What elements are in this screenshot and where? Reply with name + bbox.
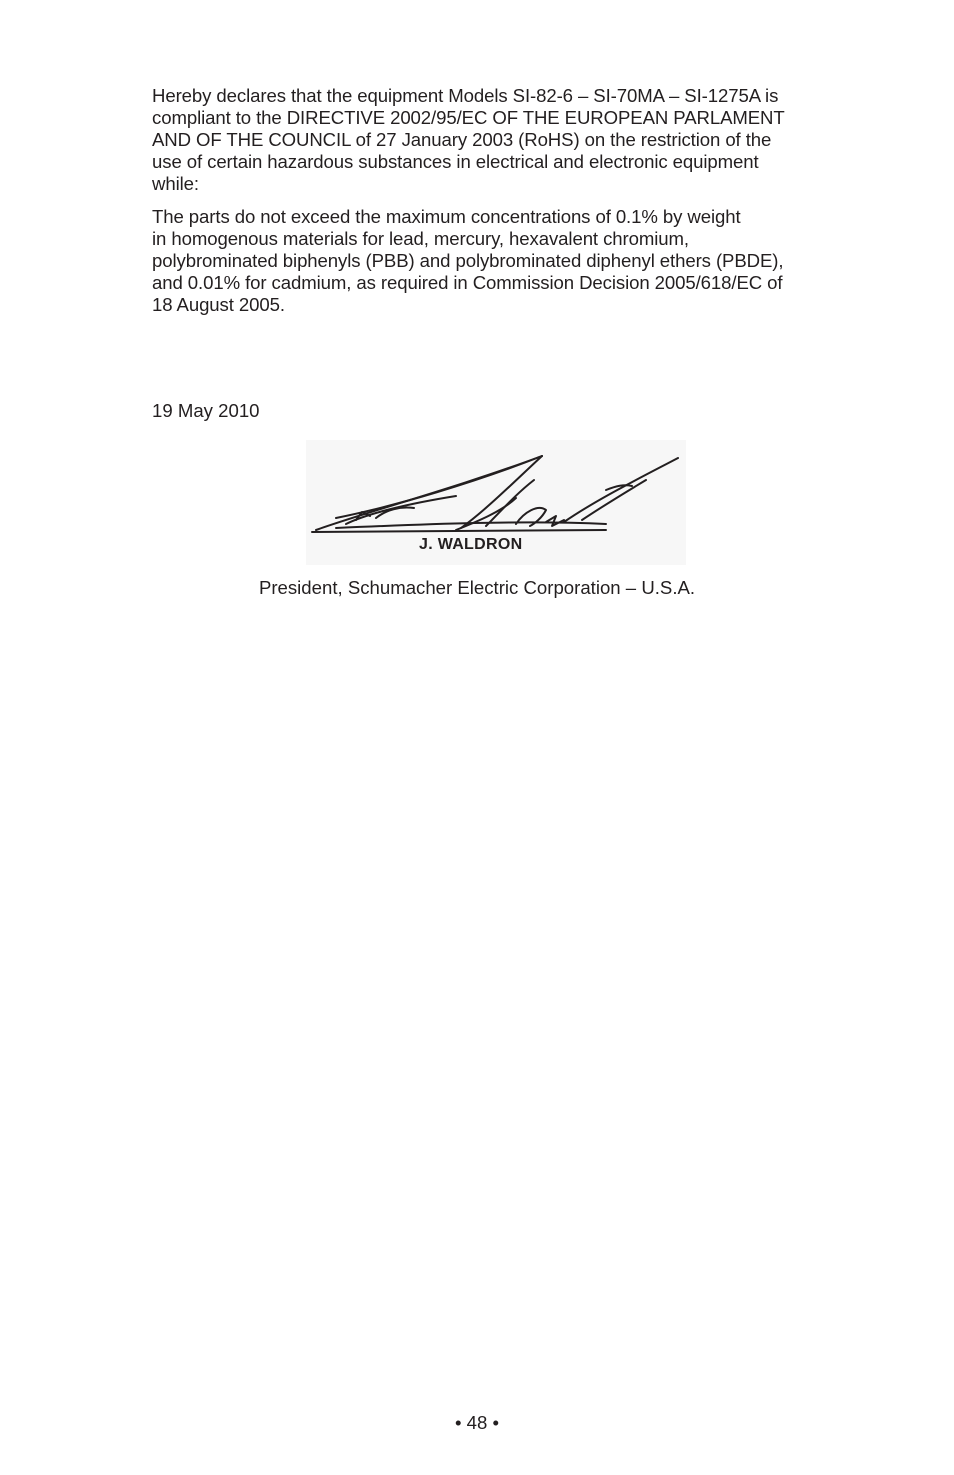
paragraph-line: use of certain hazardous substances in electrical and electronic equipment	[152, 151, 759, 172]
paragraph-line: Hereby declares that the equipment Models SI-82-6 – SI-70MA – SI-1275A is	[152, 85, 779, 106]
signature-name: J. WALDRON	[419, 536, 523, 553]
paragraph-line: 18 August 2005.	[152, 294, 285, 315]
declaration-paragraph-2	[152, 206, 862, 316]
paragraph-line: in homogenous materials for lead, mercury, hexavalent chromium,	[152, 228, 689, 249]
paragraph-line: while:	[152, 173, 199, 194]
paragraph-line: The parts do not exceed the maximum concentrations of 0.1% by weight	[152, 206, 741, 227]
signer-title: President, Schumacher Electric Corporation – U.S.A.	[258, 577, 696, 598]
declaration-date: 19 May 2010	[152, 400, 260, 421]
declaration-paragraph-1	[152, 85, 862, 195]
paragraph-line: polybrominated biphenyls (PBB) and polybrominated diphenyl ethers (PBDE),	[152, 250, 784, 271]
paragraph-line: compliant to the DIRECTIVE 2002/95/EC OF THE EUROPEAN PARLAMENT	[152, 107, 785, 128]
paragraph-line: and 0.01% for cadmium, as required in Commission Decision 2005/618/EC of	[152, 272, 783, 293]
paragraph-line: AND OF THE COUNCIL of 27 January 2003 (RoHS) on the restriction of the	[152, 129, 772, 150]
page-number: • 48 •	[454, 1412, 500, 1433]
signature-block	[306, 440, 686, 565]
